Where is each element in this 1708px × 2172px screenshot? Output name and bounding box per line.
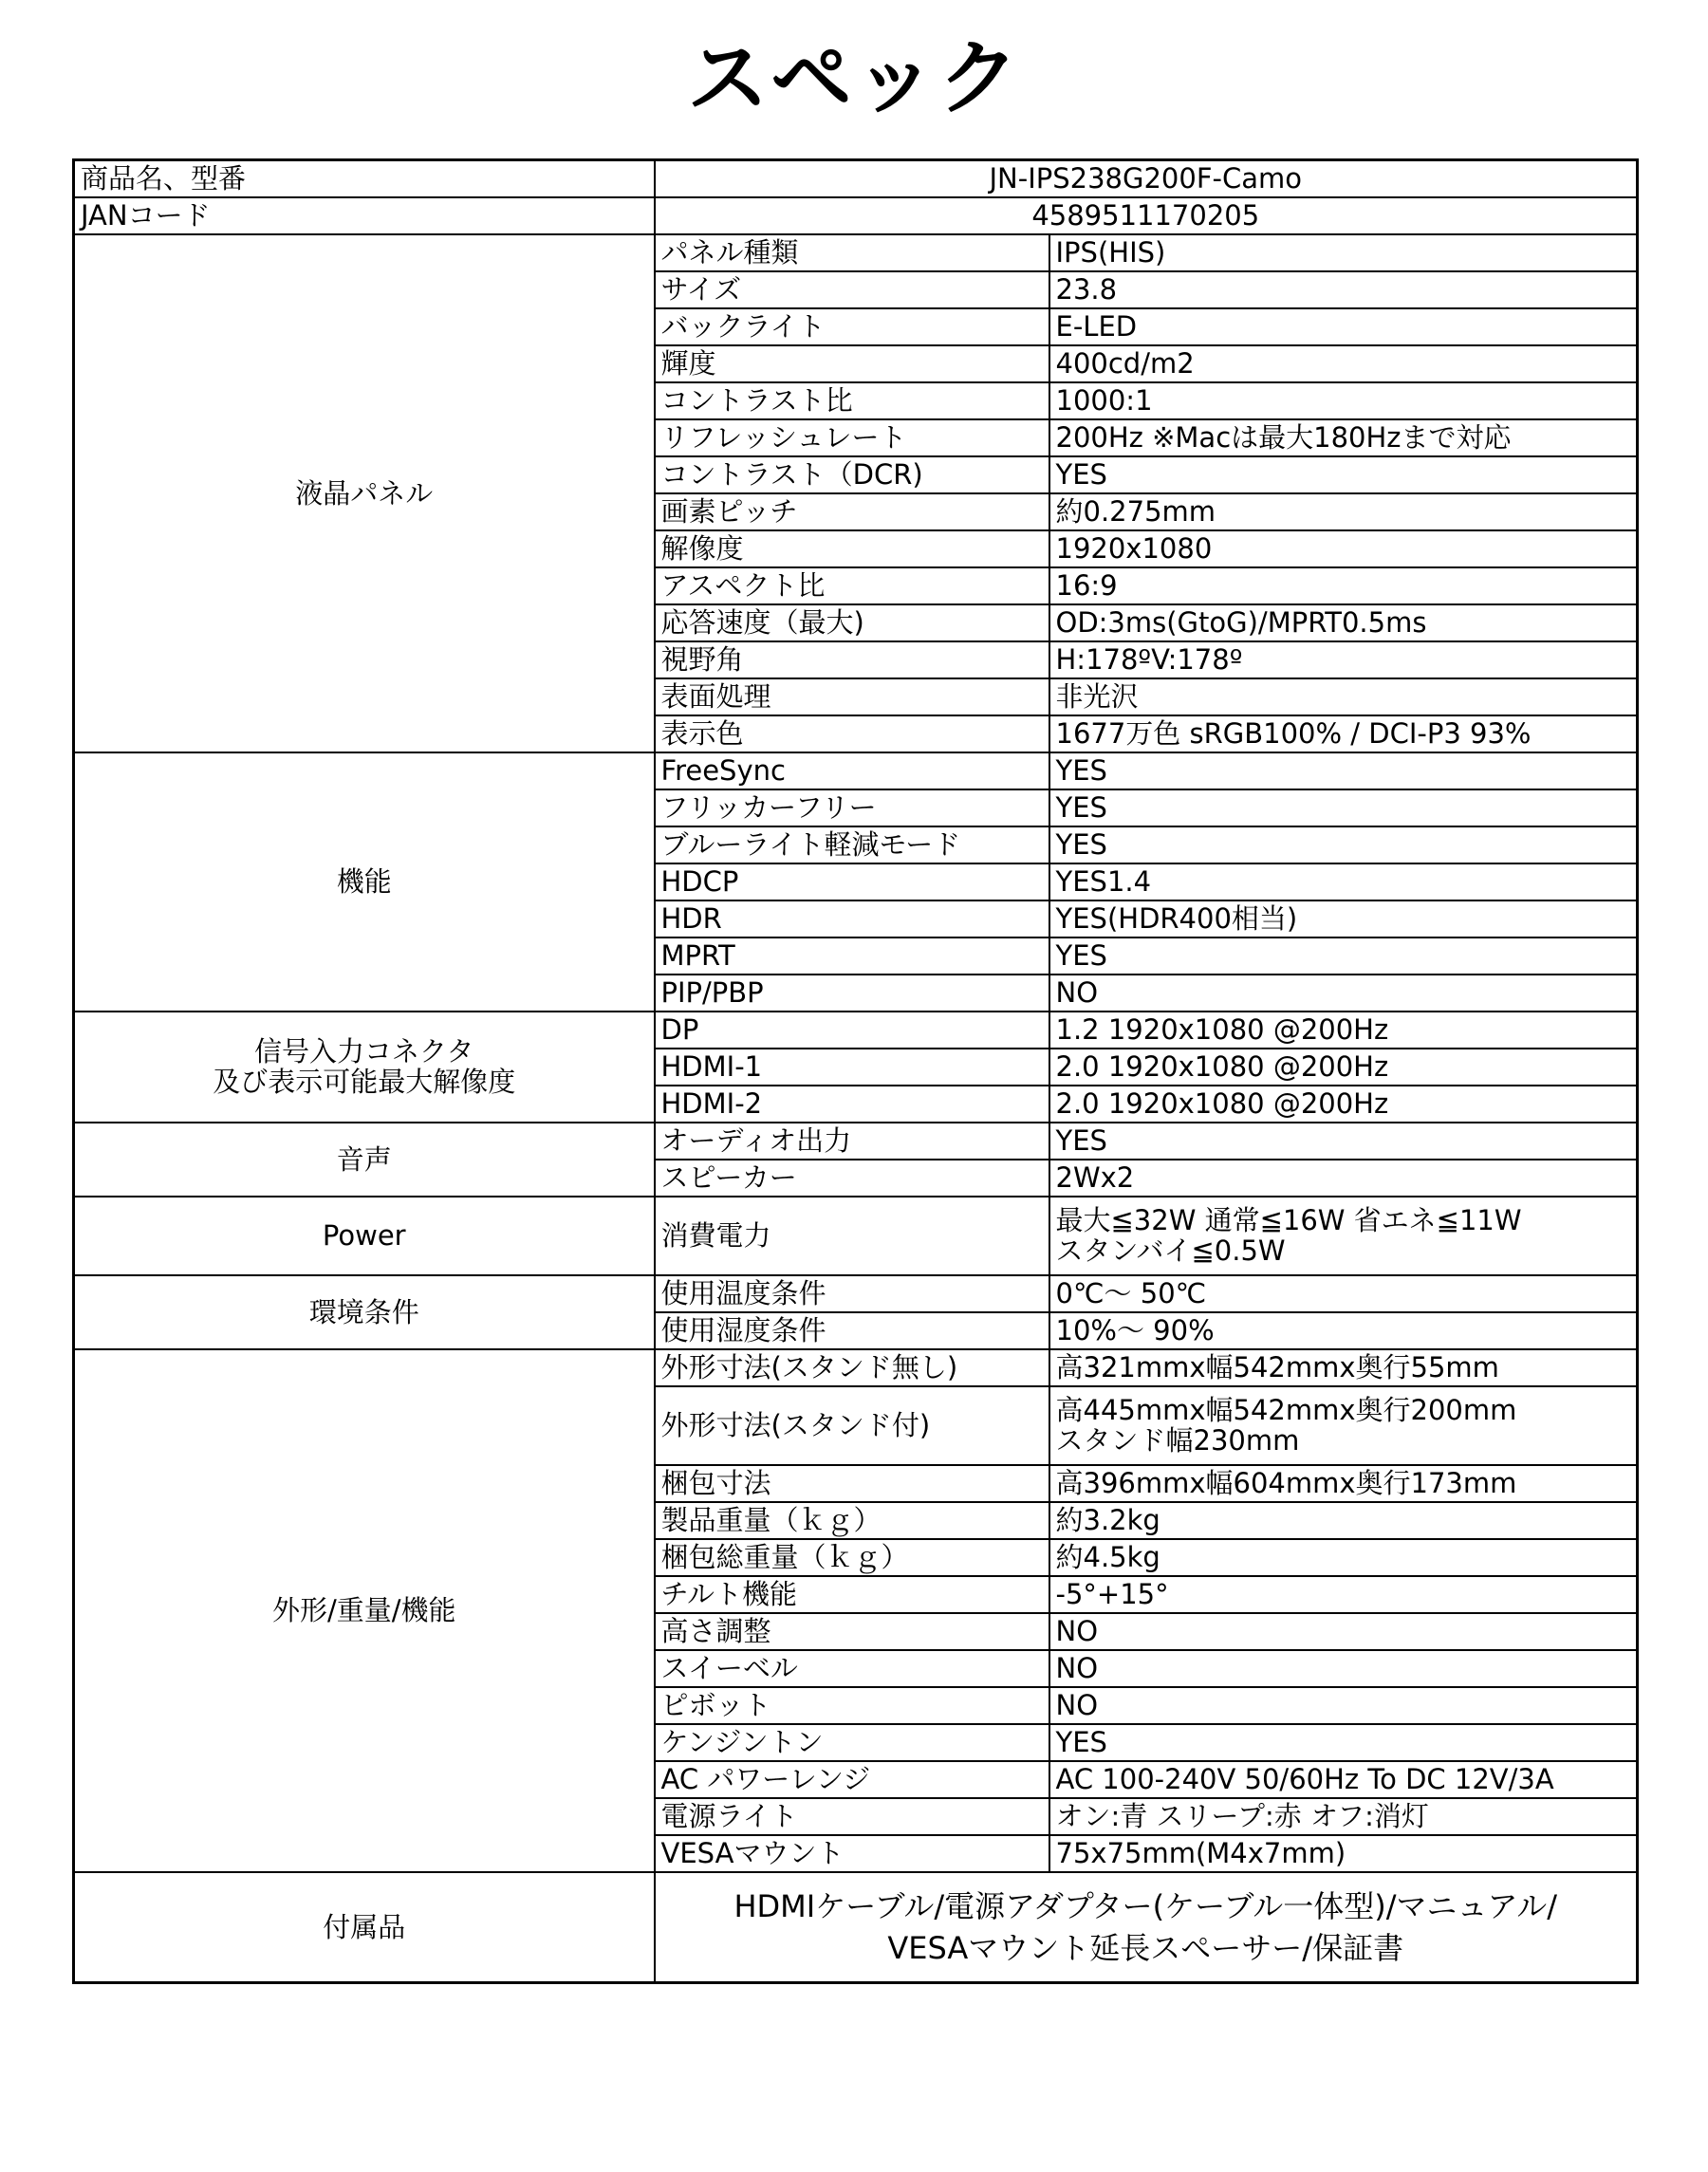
spec-value-line: E-LED [1055, 310, 1138, 343]
spec-label: リフレッシュレート [655, 419, 1049, 456]
spec-value [1049, 604, 1638, 641]
spec-label: ブルーライト軽減モード [655, 826, 1049, 863]
spec-value [1049, 1687, 1638, 1724]
spec-row [74, 1012, 1638, 1049]
spec-value-line: IPS(HIS) [1055, 236, 1166, 269]
spec-value-line: 200Hz ※Macは最大180Hzまで対応 [1055, 421, 1512, 454]
spec-label: 使用湿度条件 [655, 1312, 1049, 1349]
spec-label: 外形寸法(スタンド付) [655, 1386, 1049, 1465]
spec-value [1049, 493, 1638, 530]
spec-value-line: YES(HDR400相当) [1055, 902, 1298, 935]
spec-value [1049, 1465, 1638, 1502]
spec-label: コントラスト（DCR) [655, 456, 1049, 493]
section-category-line: 音声 [336, 1142, 392, 1176]
spec-label: ピボット [655, 1687, 1049, 1724]
spec-row [74, 1275, 1638, 1312]
spec-label: DP [655, 1012, 1049, 1049]
accessories-label: 付属品 [74, 1872, 655, 1983]
spec-label: スピーカー [655, 1160, 1049, 1197]
spec-value-line: 高445mmx幅542mmx奥行200mm [1055, 1394, 1517, 1426]
spec-label: PIP/PBP [655, 975, 1049, 1012]
spec-value [1049, 308, 1638, 345]
spec-label: AC パワーレンジ [655, 1761, 1049, 1798]
spec-value-line: YES [1055, 828, 1107, 861]
spec-label: バックライト [655, 308, 1049, 345]
spec-label: 画素ピッチ [655, 493, 1049, 530]
spec-value [1049, 1123, 1638, 1160]
spec-value-line: 16:9 [1055, 569, 1118, 602]
spec-label: 表面処理 [655, 678, 1049, 715]
spec-value-line: 約4.5kg [1055, 1541, 1160, 1573]
spec-value [1049, 1049, 1638, 1086]
spec-value [1049, 1160, 1638, 1197]
spec-value-line: H:178ºV:178º [1055, 643, 1243, 676]
section-category [74, 1197, 655, 1275]
spec-value [1049, 1650, 1638, 1687]
spec-value [1049, 1197, 1638, 1275]
spec-value [1049, 456, 1638, 493]
spec-value [1049, 234, 1638, 271]
spec-label: スイーベル [655, 1650, 1049, 1687]
spec-value [1049, 1349, 1638, 1386]
spec-value-line: 2.0 1920x1080 @200Hz [1055, 1087, 1389, 1120]
spec-value [1049, 1835, 1638, 1872]
spec-value-line: 400cd/m2 [1055, 347, 1195, 380]
spec-value-line: 23.8 [1055, 273, 1118, 306]
spec-value-line: 1677万色 sRGB100% / DCI-P3 93% [1055, 717, 1532, 750]
spec-value-line: 非光沢 [1055, 680, 1139, 713]
spec-label: 解像度 [655, 530, 1049, 567]
spec-row [74, 752, 1638, 789]
spec-value-line: AC 100-240V 50/60Hz To DC 12V/3A [1055, 1763, 1554, 1795]
spec-table [72, 158, 1639, 1984]
header-row [74, 160, 1638, 197]
spec-value-line: 2Wx2 [1055, 1161, 1135, 1194]
section-category [74, 1012, 655, 1123]
spec-row [74, 1197, 1638, 1275]
spec-value-line: 0℃～ 50℃ [1055, 1277, 1207, 1309]
spec-value-line: 75x75mm(M4x7mm) [1055, 1837, 1346, 1869]
spec-value-line: 約0.275mm [1055, 495, 1216, 528]
section-category-line: 液晶パネル [295, 476, 434, 510]
spec-label: MPRT [655, 937, 1049, 975]
spec-value [1049, 715, 1638, 752]
section-category-line: 環境条件 [308, 1295, 419, 1328]
spec-value [1049, 1386, 1638, 1465]
page-title: スペック [687, 31, 1021, 126]
section-category [74, 234, 655, 752]
spec-value [1049, 567, 1638, 604]
section-category-line: 信号入力コネクタ [254, 1035, 474, 1067]
spec-value-line: NO [1055, 976, 1099, 1009]
spec-value [1049, 1012, 1638, 1049]
spec-label: 製品重量（ｋｇ） [655, 1502, 1049, 1539]
spec-value-line: OD:3ms(GtoG)/MPRT0.5ms [1055, 606, 1427, 639]
spec-value-line: YES [1055, 939, 1107, 972]
spec-label: HDMI-2 [655, 1086, 1049, 1123]
spec-value [1049, 382, 1638, 419]
spec-value [1049, 1576, 1638, 1613]
spec-value-line: 高321mmx幅542mmx奥行55mm [1055, 1351, 1499, 1383]
section-category [74, 1349, 655, 1872]
spec-value-line: YES [1055, 754, 1107, 787]
spec-value [1049, 789, 1638, 826]
spec-value-line: 約3.2kg [1055, 1504, 1160, 1536]
spec-label: パネル種類 [655, 234, 1049, 271]
spec-value [1049, 271, 1638, 308]
spec-label: チルト機能 [655, 1576, 1049, 1613]
spec-value [1049, 1539, 1638, 1576]
header-label: JANコード [74, 197, 655, 234]
spec-label: フリッカーフリー [655, 789, 1049, 826]
spec-value [1049, 1724, 1638, 1761]
section-category [74, 752, 655, 1012]
spec-value-line: スタンバイ≦0.5W [1055, 1235, 1286, 1267]
spec-value [1049, 1502, 1638, 1539]
accessories-value [655, 1872, 1638, 1983]
spec-value [1049, 1275, 1638, 1312]
spec-label: ケンジントン [655, 1724, 1049, 1761]
spec-value-line: 高396mmx幅604mmx奥行173mm [1055, 1467, 1517, 1499]
spec-label: 電源ライト [655, 1798, 1049, 1835]
spec-label: オーディオ出力 [655, 1123, 1049, 1160]
section-category-line: 機能 [336, 865, 392, 898]
spec-value-line: YES [1055, 1124, 1107, 1157]
spec-value-line: NO [1055, 1689, 1099, 1721]
spec-value-line: YES [1055, 791, 1107, 824]
spec-value [1049, 975, 1638, 1012]
spec-label: FreeSync [655, 752, 1049, 789]
spec-label: VESAマウント [655, 1835, 1049, 1872]
spec-label: 高さ調整 [655, 1613, 1049, 1650]
spec-label: HDMI-1 [655, 1049, 1049, 1086]
spec-value-line: 1920x1080 [1055, 532, 1213, 565]
spec-row [74, 1123, 1638, 1160]
spec-label: 消費電力 [655, 1197, 1049, 1275]
spec-row [74, 234, 1638, 271]
spec-value [1049, 937, 1638, 975]
header-value: 4589511170205 [655, 197, 1638, 234]
spec-value [1049, 678, 1638, 715]
header-row [74, 197, 1638, 234]
spec-value [1049, 1798, 1638, 1835]
accessories-line: VESAマウント延長スペーサー/保証書 [887, 1929, 1404, 1966]
section-category [74, 1123, 655, 1197]
spec-value [1049, 900, 1638, 937]
spec-value [1049, 826, 1638, 863]
spec-value [1049, 1086, 1638, 1123]
spec-label: 輝度 [655, 345, 1049, 382]
spec-value-line: 2.0 1920x1080 @200Hz [1055, 1050, 1389, 1083]
spec-label: 外形寸法(スタンド無し) [655, 1349, 1049, 1386]
spec-value [1049, 1761, 1638, 1798]
spec-value [1049, 1613, 1638, 1650]
section-category-line: Power [322, 1219, 406, 1252]
spec-value-line: 10%～ 90% [1055, 1314, 1215, 1346]
header-value: JN-IPS238G200F-Camo [655, 160, 1638, 197]
spec-value-line: YES [1055, 458, 1107, 491]
accessories-row [74, 1872, 1638, 1983]
spec-value-line: 最大≦32W 通常≦16W 省エネ≦11W [1055, 1204, 1522, 1236]
spec-label: 視野角 [655, 641, 1049, 678]
spec-value [1049, 752, 1638, 789]
spec-label: 梱包寸法 [655, 1465, 1049, 1502]
spec-value-line: NO [1055, 1615, 1099, 1647]
spec-value-line: オン:青 スリープ:赤 オフ:消灯 [1055, 1800, 1429, 1832]
spec-value-line: 1000:1 [1055, 384, 1153, 417]
spec-value [1049, 863, 1638, 900]
spec-label: コントラスト比 [655, 382, 1049, 419]
spec-label: 使用温度条件 [655, 1275, 1049, 1312]
spec-label: 応答速度（最大) [655, 604, 1049, 641]
section-category [74, 1275, 655, 1349]
spec-label: HDR [655, 900, 1049, 937]
spec-value-line: NO [1055, 1652, 1099, 1684]
header-label: 商品名、型番 [74, 160, 655, 197]
spec-value [1049, 530, 1638, 567]
section-category-line: 外形/重量/機能 [271, 1594, 456, 1626]
spec-row [74, 1349, 1638, 1386]
section-category-line: 及び表示可能最大解像度 [213, 1066, 516, 1098]
spec-value [1049, 641, 1638, 678]
spec-value-line: スタンド幅230mm [1055, 1424, 1300, 1457]
spec-value [1049, 1312, 1638, 1349]
spec-label: 梱包総重量（ｋｇ） [655, 1539, 1049, 1576]
spec-value [1049, 419, 1638, 456]
spec-value-line: -5°+15° [1055, 1578, 1169, 1610]
spec-value-line: YES [1055, 1726, 1107, 1758]
spec-value-line: 1.2 1920x1080 @200Hz [1055, 1013, 1389, 1046]
spec-label: 表示色 [655, 715, 1049, 752]
spec-label: サイズ [655, 271, 1049, 308]
spec-value-line: YES1.4 [1055, 865, 1152, 898]
spec-value [1049, 345, 1638, 382]
spec-label: アスペクト比 [655, 567, 1049, 604]
accessories-line: HDMIケーブル/電源アダプター(ケーブル一体型)/マニュアル/ [733, 1887, 1558, 1924]
spec-label: HDCP [655, 863, 1049, 900]
